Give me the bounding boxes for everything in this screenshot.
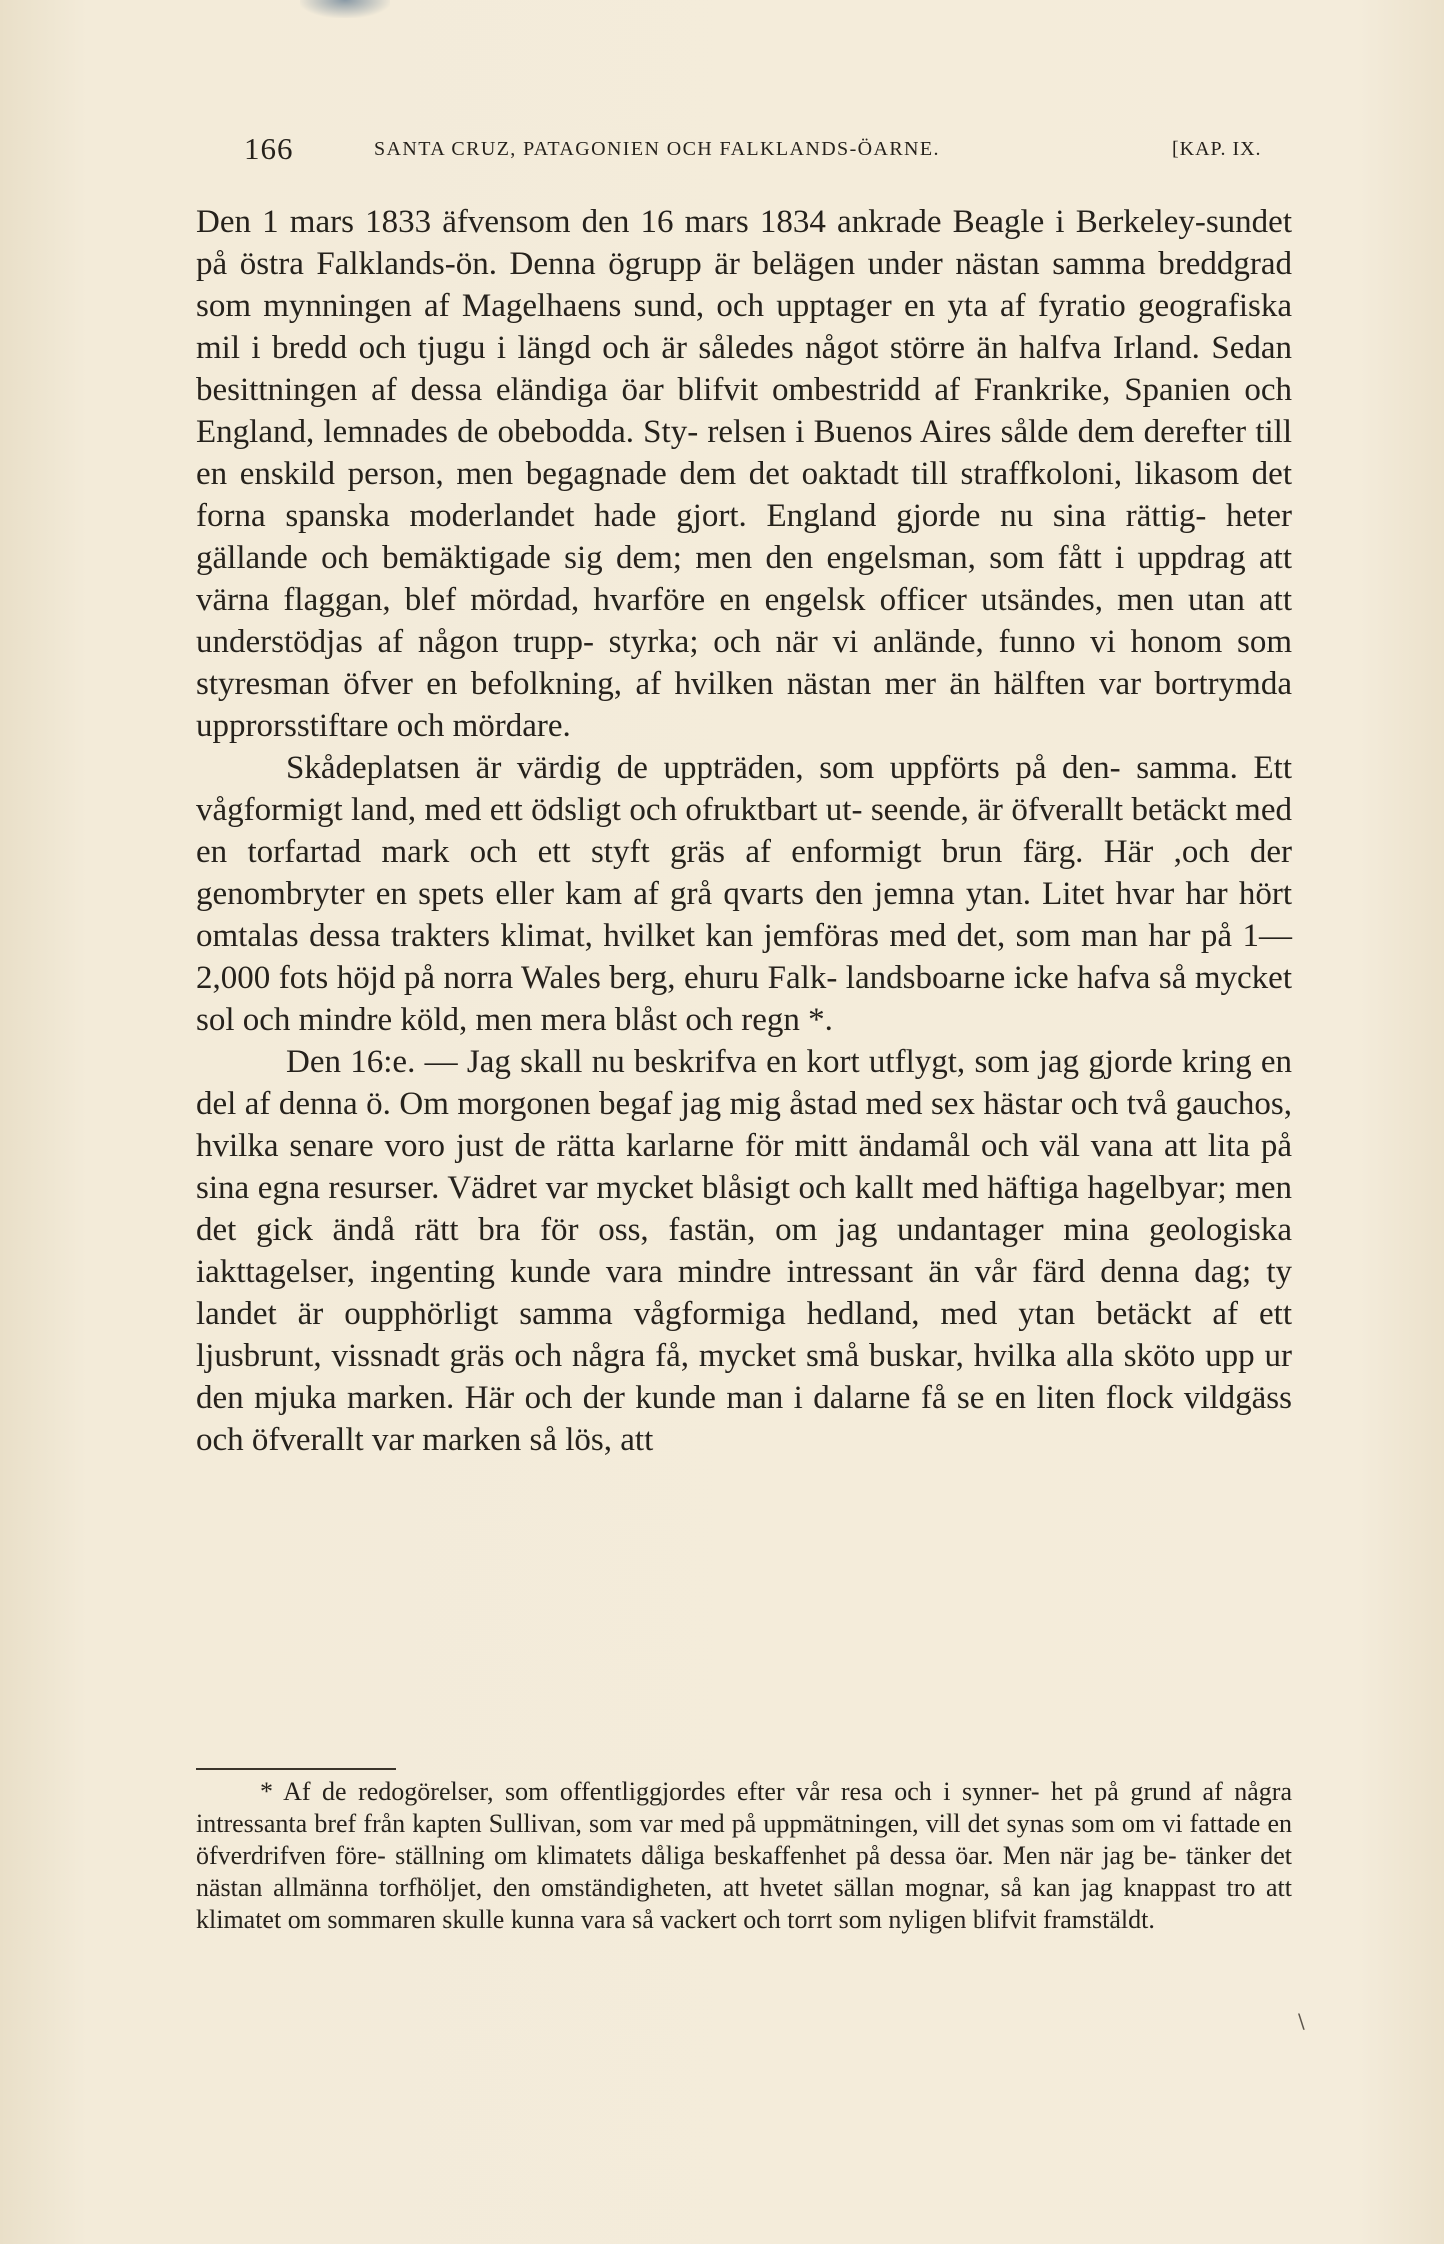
paragraph-1: Den 1 mars 1833 äfvensom den 16 mars 1834 ankrade Beagle i Berkeley-sundet på östra Falklands-ön. Denna ögrupp är belägen under nästan samma breddgrad som mynningen af Magelhaens sund, och upptager en yta af fyratio geografiska mil i bredd och tjugu i längd och är således något större än halfva Irland. Sedan besittningen af dessa eländiga öar blifvit ombestridd af Frankrike, Spanien och England, lemnades de obebodda. Sty- relsen i Buenos Aires sålde dem derefter till en enskild person, men begagnade dem det oaktadt till straffkoloni, likasom det forna spanska moderlandet hade gjort. England gjorde nu sina rättig- heter gällande och bemäktigade sig dem; men den engelsman, som fått i uppdrag att värna flaggan, blef mördad, hvarföre en engelsk officer utsändes, men utan att understödjas af någon trupp- styrka; och när vi anlände, funno vi honom som styresman öfver en befolkning, af hvilken nästan mer än hälften var bortrymda upprorsstiftare och mördare. [196, 204, 1292, 744]
page-header [196, 131, 1296, 171]
page-number: 166 [244, 131, 294, 166]
footnote: * Af de redogörelser, som offentliggjordes efter vår resa och i synner- het på grund af några intressanta bref från kapten Sullivan, som var med på uppmätningen, vill det synas som om vi fattade en öfverdrifven före- ställning om klimatets dåliga beskaffenhet på dessa öar. Men när jag be- tänker det nästan allmänna torfhöljet, den omständigheten, att hvetet sällan mognar, så kan jag knappast tro att klimatet om sommaren skulle kunna vara så vackert och torrt som nyligen blifvit framstäldt. [196, 1777, 1292, 1934]
paragraph-2: Skådeplatsen är värdig de uppträden, som uppförts på den- samma. Ett vågformigt land, med ett ödsligt och ofruktbart ut- seende, är öfverallt betäckt med en torfartad mark och ett styft gräs af enformigt brun färg. Här ,och der genombryter en spets eller kam af grå qvarts den jemna ytan. Litet hvar har hört omtalas dessa trakters klimat, hvilket kan jemföras med det, som man har på 1—2,000 fots höjd på norra Wales berg, ehuru Falk- landsboarne icke hafva så mycket sol och mindre köld, men mera blåst och regn *. [196, 750, 1292, 1038]
running-head: SANTA CRUZ, PATAGONIEN OCH FALKLANDS-ÖARNE. [374, 138, 940, 160]
paragraph-3: Den 16:e. — Jag skall nu beskrifva en kort utflygt, som jag gjorde kring en del af denna ö. Om morgonen begaf jag mig åstad med sex hästar och två gauchos, hvilka senare voro just de rätta karlarne för mitt ändamål och väl vana att lita på sina egna resurser. Vädret var mycket blåsigt och kallt med häftiga hagelbyar; men det gick ändå rätt bra för oss, fastän, om jag undantager mina geologiska iakttagelser, ingenting kunde vara mindre intressant än vår färd denna dag; ty landet är oupphörligt samma vågformiga hedland, med ytan betäckt af ett ljusbrunt, vissnadt gräs och några få, mycket små buskar, hvilka alla sköto upp ur den mjuka marken. Här och der kunde man i dalarne få se en liten flock vildgäss och öfverallt var marken så lös, att [196, 1044, 1292, 1458]
footnote-divider [196, 1768, 396, 1770]
page-edge-stain [300, 0, 390, 18]
corner-mark: \ [1298, 2009, 1305, 2033]
chapter-reference: [KAP. IX. [1172, 138, 1262, 160]
body-text [196, 201, 1292, 1461]
